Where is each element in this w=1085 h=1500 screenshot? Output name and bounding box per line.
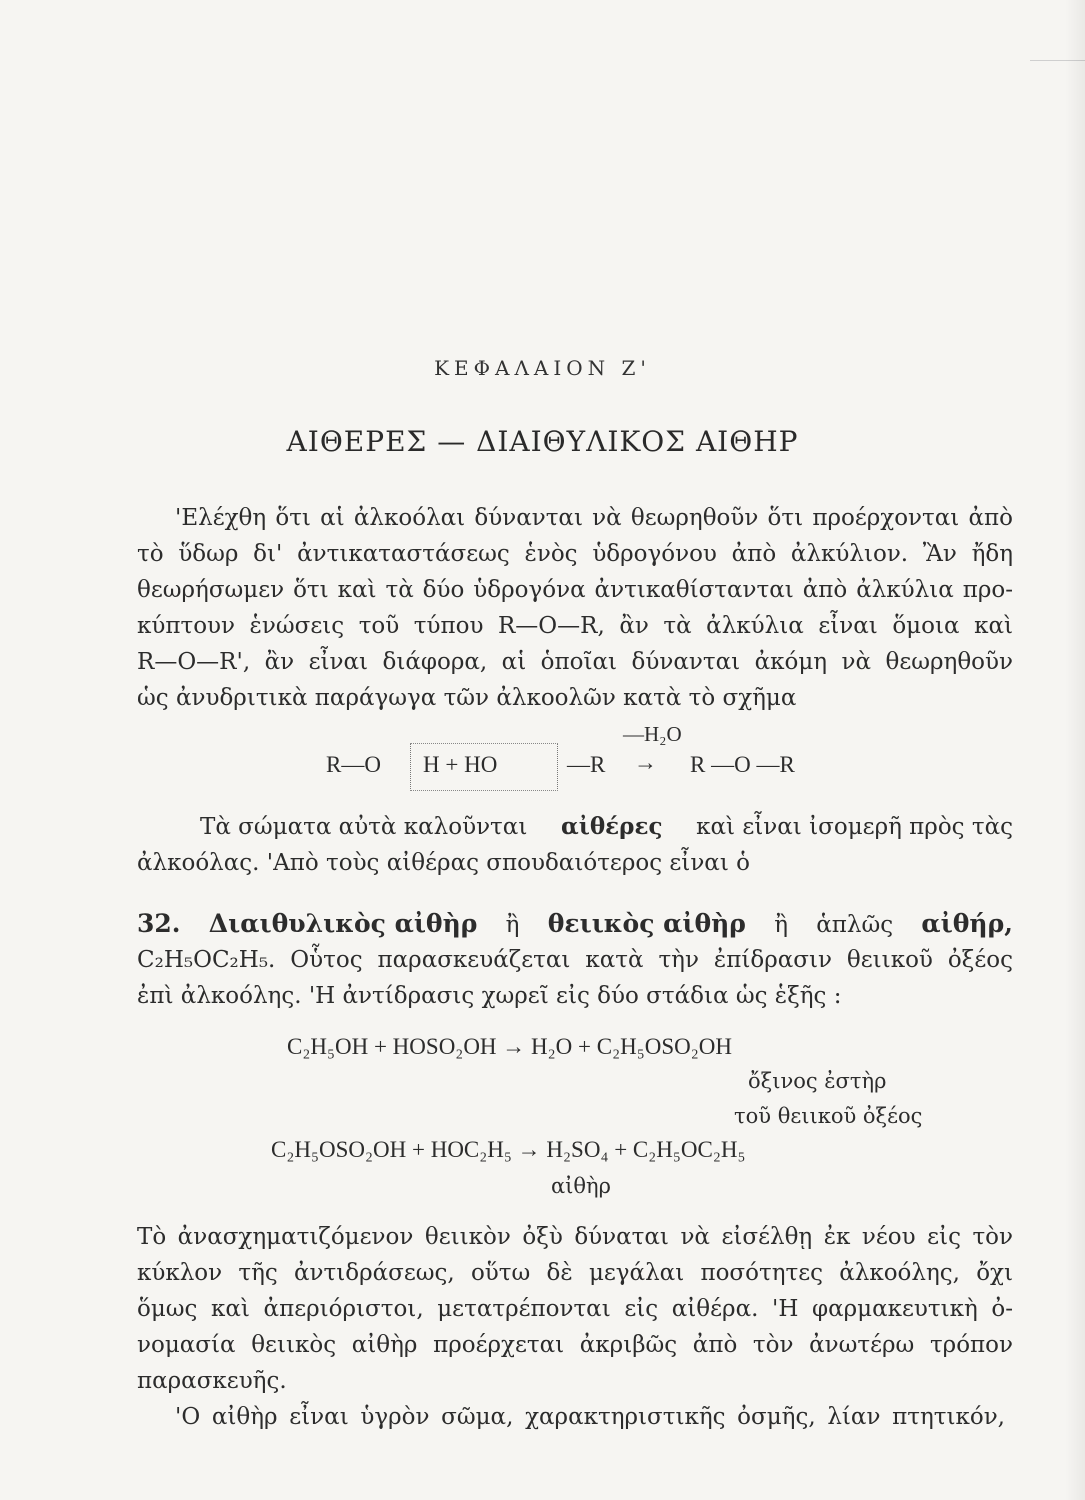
section-number: 32. bbox=[137, 909, 181, 938]
intro-line-4: κύπτουν ἑνώσεις τοῦ τύπου R—O—R, ἂν τὰ ἀλκύλια εἶναι ὅμοια καὶ bbox=[137, 613, 1013, 639]
reaction-1-label-1: ὄξινος ἐστὴρ bbox=[748, 1069, 887, 1093]
scheme-right: —R bbox=[567, 752, 606, 777]
ethers-line-1 bbox=[200, 812, 1013, 842]
section-term-1: Διαιθυλικὸς αἰθὴρ bbox=[208, 909, 478, 938]
section-32-line-2: C₂H₅OC₂H₅. Οὗτος παρασκευάζεται κατὰ τὴν ἐπίδρασιν θειικοῦ ὀξέος bbox=[137, 947, 1013, 973]
ethers-term: αἰθέρες bbox=[561, 813, 663, 840]
intro-line-5: R—O—R', ἂν εἶναι διάφορα, αἱ ὁποῖαι δύνανται ἀκόμη νὰ θεωρηθοῦν bbox=[137, 649, 1013, 675]
intro-line-6: ὡς ἀνυδριτικὰ παράγωγα τῶν ἀλκοολῶν κατὰ τὸ σχῆμα bbox=[137, 685, 797, 711]
scheme-product: R —O —R bbox=[690, 752, 795, 777]
section-term-2: θειικὸς αἰθὴρ bbox=[547, 909, 746, 938]
ethers-line-1-post: καὶ εἶναι ἰσομερῆ πρὸς τὰς bbox=[688, 814, 1013, 840]
section-32-line-3: ἐπὶ ἀλκοόλης. 'Η ἀντίδρασις χωρεῖ εἰς δύο στάδια ὡς ἑξῆς : bbox=[137, 983, 842, 1009]
closing-line-2: κύκλον τῆς ἀντιδράσεως, οὕτω δὲ μεγάλαι ποσότητες ἀλκοόλης, ὄχι bbox=[137, 1260, 1013, 1286]
ethers-line-1-pre: Τὰ σώματα αὐτὰ καλοῦνται bbox=[200, 814, 535, 840]
chapter-heading: ΚΕΦΑΛΑΙΟΝ Ζ' bbox=[434, 356, 651, 380]
section-or-2: ἢ bbox=[774, 912, 788, 938]
scheme-condition: —H₂O bbox=[623, 722, 682, 746]
reaction-1-equation: C₂H₅OH + HOSO₂OH → H₂O + C₂H₅OSO₂OH bbox=[287, 1034, 732, 1059]
reaction-1-label-2: τοῦ θειικοῦ ὀξέος bbox=[734, 1104, 923, 1128]
intro-line-1: 'Ελέχθη ὅτι αἱ ἀλκοόλαι δύνανται νὰ θεωρηθοῦν ὅτι προέρχονται ἀπὸ bbox=[175, 505, 1013, 531]
closing-line-1: Τὸ ἀνασχηματιζόμενον θειικὸν ὀξὺ δύναται νὰ εἰσέλθῃ ἐκ νέου εἰς τὸν bbox=[137, 1224, 1013, 1250]
scheme-left: R—O bbox=[326, 752, 381, 777]
ethers-line-2: ἀλκοόλας. 'Απὸ τοὺς αἰθέρας σπουδαιότερος εἶναι ὁ bbox=[137, 850, 751, 876]
chapter-title: ΑΙΘΕΡΕΣ — ΔΙΑΙΘΥΛΙΚΟΣ ΑΙΘΗΡ bbox=[286, 425, 799, 458]
intro-line-3: θεωρήσωμεν ὅτι καὶ τὰ δύο ὑδρογόνα ἀντικαθίστανται ἀπὸ ἀλκύλια προ- bbox=[137, 577, 1013, 603]
scheme-boxed: H + HO bbox=[423, 752, 498, 777]
closing-line-3: ὅμως καὶ ἀπεριόριστοι, μετατρέπονται εἰς αἰθέρα. 'Η φαρμακευτικὴ ὀ- bbox=[137, 1296, 1013, 1322]
reaction-2-label: αἰθὴρ bbox=[551, 1174, 611, 1198]
section-32-heading bbox=[137, 909, 1013, 940]
page-edge-shadow bbox=[1065, 0, 1085, 1500]
section-simply: ἁπλῶς bbox=[816, 912, 894, 938]
closing-line-6: 'Ο αἰθὴρ εἶναι ὑγρὸν σῶμα, χαρακτηριστικῆς ὀσμῆς, λίαν πτητικόν, bbox=[175, 1404, 1005, 1430]
scheme-arrow: → bbox=[634, 750, 657, 775]
section-or-1: ἢ bbox=[505, 912, 520, 938]
closing-line-5: παρασκευῆς. bbox=[137, 1368, 287, 1394]
section-term-3: αἰθήρ, bbox=[921, 909, 1013, 938]
reaction-2-equation: C₂H₅OSO₂OH + HOC₂H₅ → H₂SO₄ + C₂H₅OC₂H₅ bbox=[271, 1137, 746, 1162]
intro-line-2: τὸ ὕδωρ δι' ἀντικαταστάσεως ἑνὸς ὑδρογόνου ἀπὸ ἀλκύλιον. Ἂν ἤδη bbox=[137, 541, 1013, 567]
closing-line-4: νομασία θειικὸς αἰθὴρ προέρχεται ἀκριβῶς ἀπὸ τὸν ἀνωτέρω τρόπον bbox=[137, 1332, 1013, 1358]
